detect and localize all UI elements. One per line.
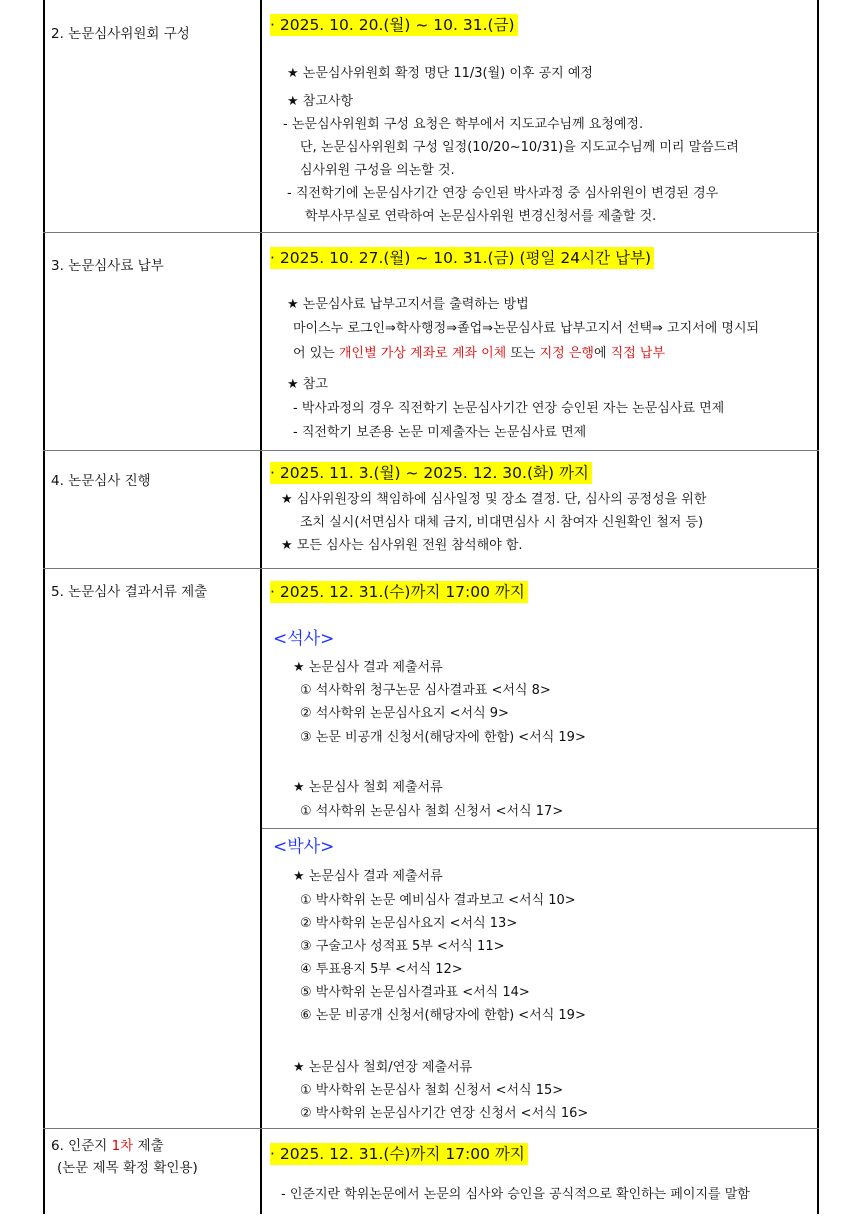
notice-line: ★ 심사위원장의 책임하에 심사일정 및 장소 결정. 단, 심사의 공정성을 위한 bbox=[281, 492, 707, 507]
list-item: ⑤ 박사학위 논문심사결과표 <서식 14> bbox=[300, 985, 530, 1000]
notice-line: - 직전학기 보존용 논문 미제출자는 논문심사료 면제 bbox=[293, 425, 587, 440]
notice-line: 단, 논문심사위원회 구성 일정(10/20~10/31)을 지도교수님께 미리 말씀드려 bbox=[300, 140, 739, 155]
date-highlight: · 2025. 10. 20.(월) ~ 10. 31.(금) bbox=[270, 14, 518, 36]
row-label: 3. 논문심사료 납부 bbox=[51, 258, 164, 274]
table-left-border bbox=[43, 0, 45, 1214]
list-item: ③ 논문 비공개 신청서(해당자에 한함) <서식 19> bbox=[300, 730, 586, 745]
notice-line: 학부사무실로 연락하여 논문심사위원 변경신청서를 제출할 것. bbox=[305, 209, 657, 224]
list-item: ① 석사학위 논문심사 철회 신청서 <서식 17> bbox=[300, 804, 564, 819]
notice-line: ★ 논문심사위원회 확정 명단 11/3(월) 이후 공지 예정 bbox=[287, 66, 593, 81]
notice-line: 마이스누 로그인⇒학사행정⇒졸업⇒논문심사료 납부고지서 선택⇒ 고지서에 명시되 bbox=[293, 321, 760, 336]
doctoral-heading: <박사> bbox=[273, 837, 335, 857]
date-highlight: · 2025. 12. 31.(수)까지 17:00 까지 bbox=[270, 1143, 528, 1165]
date-highlight: · 2025. 10. 27.(월) ~ 10. 31.(금) (평일 24시간 납부) bbox=[270, 247, 654, 269]
red-emphasis: 직접 납부 bbox=[610, 346, 666, 361]
text-span: 또는 bbox=[506, 346, 540, 361]
row-divider bbox=[43, 1128, 819, 1129]
schedule-table bbox=[43, 0, 819, 1214]
red-emphasis: 개인별 가상 계좌로 계좌 이체 bbox=[338, 346, 507, 361]
list-item: ① 박사학위 논문 예비심사 결과보고 <서식 10> bbox=[300, 893, 576, 908]
list-item: ⑥ 논문 비공개 신청서(해당자에 한함) <서식 19> bbox=[300, 1008, 586, 1023]
notice-line: - 논문심사위원회 구성 요청은 학부에서 지도교수님께 요청예정. bbox=[283, 117, 644, 132]
notice-line: ★ 참고 bbox=[287, 377, 328, 392]
row-label-sub: (논문 제목 확정 확인용) bbox=[57, 1160, 198, 1176]
text-span: 제출 bbox=[133, 1138, 164, 1154]
list-item: ② 박사학위 논문심사기간 연장 신청서 <서식 16> bbox=[300, 1106, 589, 1121]
date-highlight: · 2025. 11. 3.(월) ~ 2025. 12. 30.(화) 까지 bbox=[270, 462, 592, 484]
notice-line bbox=[293, 342, 665, 365]
list-item: ① 석사학위 청구논문 심사결과표 <서식 8> bbox=[300, 683, 551, 698]
date-highlight: · 2025. 12. 31.(수)까지 17:00 까지 bbox=[270, 581, 528, 603]
list-item: ② 박사학위 논문심사요지 <서식 13> bbox=[300, 916, 518, 931]
row-label: 5. 논문심사 결과서류 제출 bbox=[51, 584, 208, 600]
section-title: ★ 논문심사 결과 제출서류 bbox=[293, 660, 443, 675]
notice-line: ★ 참고사항 bbox=[287, 94, 354, 109]
text-span: 에 bbox=[593, 346, 611, 361]
red-emphasis: 지정 은행 bbox=[539, 346, 594, 361]
row-label: 2. 논문심사위원회 구성 bbox=[51, 26, 190, 42]
red-emphasis: 1차 bbox=[111, 1138, 134, 1154]
list-item: ② 석사학위 논문심사요지 <서식 9> bbox=[300, 706, 509, 721]
notice-line: 조치 실시(서면심사 대체 금지, 비대면심사 시 참여자 신원확인 철저 등) bbox=[300, 515, 704, 530]
table-column-divider bbox=[260, 0, 262, 1214]
table-right-border bbox=[817, 0, 819, 1214]
list-item: ③ 구술고사 성적표 5부 <서식 11> bbox=[300, 939, 505, 954]
row-divider bbox=[43, 450, 819, 451]
notice-line: ★ 모든 심사는 심사위원 전원 참석해야 함. bbox=[281, 538, 523, 553]
row-label: 4. 논문심사 진행 bbox=[51, 473, 151, 489]
list-item: ④ 투표용지 5부 <서식 12> bbox=[300, 962, 463, 977]
notice-line: - 인준지란 학위논문에서 논문의 심사와 승인을 공식적으로 확인하는 페이지를 말함 bbox=[281, 1187, 750, 1202]
notice-line: ★ 논문심사료 납부고지서를 출력하는 방법 bbox=[287, 297, 529, 312]
list-item: ① 박사학위 논문심사 철회 신청서 <서식 15> bbox=[300, 1083, 564, 1098]
notice-line: - 박사과정의 경우 직전학기 논문심사기간 연장 승인된 자는 논문심사료 면제 bbox=[293, 401, 725, 416]
text-span: 6. 인준지 bbox=[51, 1138, 112, 1154]
row-divider bbox=[43, 232, 819, 233]
row-label bbox=[51, 1136, 164, 1156]
section-title: ★ 논문심사 철회/연장 제출서류 bbox=[293, 1060, 473, 1075]
section-title: ★ 논문심사 철회 제출서류 bbox=[293, 780, 443, 795]
row-divider bbox=[43, 568, 819, 569]
notice-line: 심사위원 구성을 의논할 것. bbox=[300, 163, 455, 178]
notice-line: - 직전학기에 논문심사기간 연장 승인된 박사과정 중 심사위원이 변경된 경우 bbox=[287, 186, 719, 201]
masters-heading: <석사> bbox=[273, 629, 335, 649]
row-divider bbox=[262, 828, 817, 829]
text-span: 어 있는 bbox=[293, 346, 339, 361]
section-title: ★ 논문심사 결과 제출서류 bbox=[293, 869, 443, 884]
